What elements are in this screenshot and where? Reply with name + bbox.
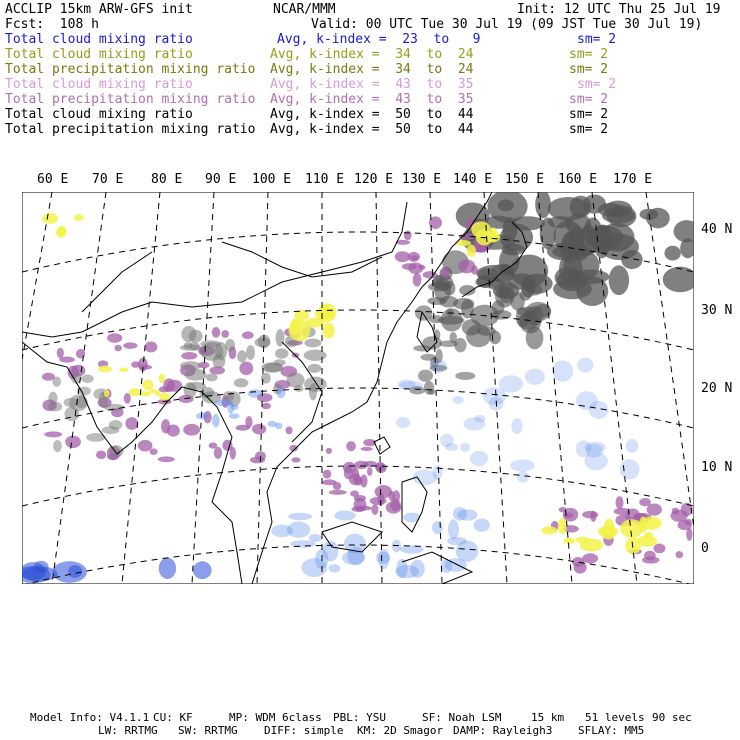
- mid-cloud-patch: [142, 380, 153, 391]
- low-cloud-streak: [445, 443, 458, 451]
- mid-cloud-patch: [119, 367, 128, 372]
- high-cloud-patch: [236, 425, 250, 431]
- high-cloud-patch: [413, 273, 422, 287]
- model-info-item: 51 levels: [585, 711, 645, 724]
- low-cloud-streak: [196, 413, 209, 420]
- low-cloud-streak: [626, 439, 639, 453]
- low-cloud-streak: [499, 375, 523, 392]
- longitude-label: 80 E: [151, 172, 183, 187]
- high-cloud-patch: [404, 230, 412, 240]
- mid-cloud-patch: [159, 373, 165, 383]
- cloud-top-region: [264, 362, 282, 372]
- low-cloud-streak: [212, 414, 219, 428]
- model-info-item: DAMP: Rayleigh3: [453, 724, 553, 737]
- low-cloud-streak: [430, 359, 448, 373]
- mid-cloud-patch: [155, 390, 160, 396]
- low-cloud-streak: [432, 521, 443, 534]
- latitude-label: 10 N: [701, 460, 733, 475]
- legend-avg: Avg, k-index = 43 to 35: [270, 77, 474, 92]
- cloud-top-region: [234, 378, 249, 387]
- cloud-top-region: [225, 339, 235, 352]
- low-cloud-streak: [517, 471, 529, 482]
- legend-smoothing: sm= 2: [577, 32, 617, 47]
- low-cloud-streak: [52, 561, 87, 583]
- mid-cloud-patch: [467, 245, 476, 257]
- high-cloud-patch: [392, 490, 400, 502]
- high-cloud-patch: [326, 448, 332, 454]
- high-cloud-patch: [349, 473, 361, 485]
- model-info-item: SFLAY: MM5: [578, 724, 645, 737]
- model-info-item: Model Info: V4.1.1: [30, 711, 150, 724]
- cloud-top-region: [109, 420, 123, 430]
- low-cloud-streak: [159, 558, 176, 579]
- high-cloud-patch: [214, 447, 222, 459]
- low-cloud-streak: [231, 405, 239, 410]
- mid-cloud-patch: [129, 388, 141, 396]
- legend-smoothing: sm= 2: [569, 47, 609, 62]
- legend-smoothing: sm= 2: [569, 107, 609, 122]
- high-cloud-patch: [375, 485, 392, 498]
- legend-smoothing: sm= 2: [569, 122, 609, 137]
- mid-cloud-patch: [471, 221, 491, 237]
- low-cloud-streak: [328, 564, 340, 573]
- cloud-top-region: [439, 340, 458, 347]
- longitude-label: 120 E: [354, 172, 394, 187]
- cloud-top-region: [206, 374, 218, 382]
- high-cloud-patch: [212, 327, 220, 338]
- low-cloud-streak: [290, 540, 316, 547]
- high-cloud-patch: [252, 424, 266, 435]
- legend-avg: Avg, k-index = 50 to 44: [270, 122, 474, 137]
- high-cloud-patch: [440, 267, 449, 277]
- high-cloud-patch: [44, 431, 62, 437]
- cloud-top-region: [415, 305, 432, 320]
- high-cloud-patch: [239, 361, 253, 375]
- high-cloud-patch: [123, 342, 137, 348]
- init-time: Init: 12 UTC Thu 25 Jul 19: [517, 2, 721, 17]
- high-cloud-patch: [582, 511, 598, 518]
- high-cloud-patch: [139, 365, 152, 370]
- latitude-label: 30 N: [701, 303, 733, 318]
- cloud-top-region: [440, 296, 458, 308]
- high-cloud-patch: [471, 265, 478, 274]
- longitude-label: 110 E: [305, 172, 345, 187]
- low-cloud-streak: [511, 418, 522, 434]
- cloud-top-region: [443, 281, 455, 296]
- low-cloud-streak: [474, 519, 490, 532]
- mid-cloud-patch: [318, 303, 336, 322]
- mid-cloud-patch: [323, 322, 335, 338]
- model-info-item: KM: 2D Smagor: [357, 724, 444, 737]
- cloud-top-region: [548, 216, 573, 228]
- longitude-label: 130 E: [402, 172, 442, 187]
- cloud-top-region: [489, 331, 501, 345]
- legend-smoothing: sm= 2: [577, 77, 617, 92]
- cloud-top-region: [495, 286, 514, 308]
- high-cloud-patch: [291, 457, 300, 462]
- low-cloud-streak: [510, 459, 534, 471]
- organization: NCAR/MMM: [273, 2, 336, 17]
- high-cloud-patch: [107, 333, 122, 343]
- latitude-label: 40 N: [701, 222, 733, 237]
- model-title: ACCLIP 15km ARW-GFS init: [5, 2, 193, 17]
- legend-row: [5, 122, 740, 137]
- legend-field-name: Total cloud mixing ratio: [5, 77, 193, 92]
- mid-cloud-patch: [637, 536, 658, 547]
- high-cloud-patch: [361, 447, 373, 451]
- legend-avg: Avg, k-index = 23 to 9: [277, 32, 481, 47]
- low-cloud-streak: [396, 417, 410, 428]
- mid-cloud-patch: [42, 213, 58, 224]
- high-cloud-patch: [183, 424, 200, 436]
- high-cloud-patch: [114, 345, 121, 352]
- low-cloud-streak: [287, 522, 310, 538]
- mid-cloud-patch: [580, 539, 603, 552]
- low-cloud-streak: [214, 400, 232, 406]
- longitude-label: 150 E: [505, 172, 545, 187]
- cloud-top-region: [552, 245, 591, 259]
- cloud-top-region: [180, 344, 203, 350]
- longitude-label: 70 E: [92, 172, 124, 187]
- high-cloud-patch: [615, 496, 623, 509]
- legend-row: [5, 62, 740, 77]
- high-cloud-patch: [96, 450, 106, 459]
- legend-field-name: Total precipitation mixing ratio: [5, 62, 256, 77]
- mid-cloud-patch: [56, 227, 66, 238]
- longitude-label: 90 E: [205, 172, 237, 187]
- high-cloud-patch: [125, 417, 138, 430]
- cloud-top-region: [462, 319, 481, 335]
- low-cloud-streak: [460, 443, 470, 452]
- cloud-top-region: [516, 308, 530, 328]
- high-cloud-patch: [59, 357, 75, 363]
- low-cloud-streak: [457, 509, 477, 520]
- mid-cloud-patch: [541, 526, 557, 534]
- cloud-top-region: [304, 339, 321, 348]
- cloud-top-region: [255, 337, 271, 347]
- cloud-top-region: [276, 329, 285, 347]
- cloud-top-region: [64, 407, 79, 422]
- high-cloud-patch: [386, 501, 402, 513]
- high-cloud-patch: [163, 378, 175, 392]
- cloud-top-region: [498, 200, 514, 212]
- low-cloud-streak: [433, 465, 443, 479]
- high-cloud-patch: [411, 255, 418, 260]
- high-cloud-patch: [65, 436, 81, 448]
- low-cloud-streak: [452, 396, 463, 404]
- cloud-top-region: [52, 377, 61, 387]
- cloud-top-region: [309, 383, 317, 400]
- longitude-label: 60 E: [37, 172, 69, 187]
- model-info-item: 90 sec: [652, 711, 692, 724]
- mid-cloud-patch: [74, 214, 84, 221]
- valid-time: Valid: 00 UTC Tue 30 Jul 19 (09 JST Tue 30 Jul 19): [311, 17, 703, 32]
- high-cloud-patch: [639, 498, 651, 506]
- cloud-top-region: [246, 345, 255, 360]
- legend-row: [5, 92, 740, 107]
- high-cloud-patch: [242, 331, 254, 339]
- cloud-top-region: [64, 398, 79, 407]
- high-cloud-patch: [376, 463, 387, 473]
- forecast-map: [22, 192, 694, 584]
- mid-cloud-patch: [160, 393, 170, 401]
- header-line-2: [5, 17, 740, 32]
- low-cloud-streak: [229, 413, 240, 418]
- cloud-top-region: [304, 350, 327, 361]
- longitude-label: 170 E: [613, 172, 653, 187]
- high-cloud-patch: [329, 490, 347, 495]
- high-cloud-patch: [285, 426, 292, 434]
- legend-field-name: Total cloud mixing ratio: [5, 107, 193, 122]
- mid-cloud-patch: [104, 390, 109, 398]
- high-cloud-patch: [343, 462, 356, 473]
- cloud-top-region: [286, 373, 304, 388]
- high-cloud-patch: [158, 456, 175, 462]
- high-cloud-patch: [144, 341, 157, 352]
- model-info-item: DIFF: simple: [264, 724, 344, 737]
- high-cloud-patch: [131, 361, 140, 367]
- legend-avg: Avg, k-index = 50 to 44: [270, 107, 474, 122]
- cloud-top-region: [527, 284, 542, 296]
- high-cloud-patch: [354, 461, 368, 469]
- low-cloud-streak: [277, 387, 286, 399]
- cloud-top-region: [609, 265, 629, 295]
- high-cloud-patch: [57, 348, 64, 358]
- longitude-label: 160 E: [558, 172, 598, 187]
- model-info-item: MP: WDM 6class: [229, 711, 322, 724]
- cloud-top-region: [275, 348, 289, 358]
- cloud-top-region: [180, 361, 201, 370]
- legend-smoothing: sm= 2: [569, 92, 609, 107]
- legend-field-name: Total precipitation mixing ratio: [5, 122, 256, 137]
- high-cloud-patch: [653, 544, 665, 554]
- header-line-1: [5, 2, 740, 17]
- high-cloud-patch: [322, 479, 336, 485]
- high-cloud-patch: [124, 393, 131, 404]
- legend-row: [5, 107, 740, 122]
- low-cloud-streak: [288, 513, 312, 521]
- low-cloud-streak: [193, 561, 212, 579]
- high-cloud-patch: [367, 467, 372, 476]
- low-cloud-streak: [463, 417, 485, 430]
- low-cloud-streak: [552, 360, 573, 381]
- legend-avg: Avg, k-index = 43 to 35: [270, 92, 474, 107]
- high-cloud-patch: [346, 441, 356, 451]
- legend-row: [5, 32, 740, 47]
- legend-avg: Avg, k-index = 34 to 24: [270, 47, 474, 62]
- high-cloud-patch: [138, 440, 153, 452]
- model-info-item: 15 km: [531, 711, 565, 724]
- legend-field-name: Total precipitation mixing ratio: [5, 92, 256, 107]
- low-cloud-streak: [456, 541, 479, 562]
- cloud-top-region: [421, 354, 437, 361]
- cloud-top-region: [308, 364, 322, 373]
- legend-smoothing: sm= 2: [569, 62, 609, 77]
- mid-cloud-patch: [598, 526, 619, 537]
- longitude-label: 140 E: [453, 172, 493, 187]
- cloud-top-region: [294, 385, 303, 392]
- low-cloud-streak: [620, 459, 640, 479]
- cloud-top-region: [602, 208, 635, 223]
- low-cloud-streak: [470, 451, 488, 466]
- cloud-top-region: [53, 440, 62, 452]
- latitude-label: 0: [701, 541, 709, 556]
- low-cloud-streak: [525, 369, 545, 385]
- low-cloud-streak: [395, 565, 419, 578]
- low-cloud-streak: [586, 444, 603, 458]
- high-cloud-patch: [261, 403, 271, 409]
- legend-avg: Avg, k-index = 34 to 24: [270, 62, 474, 77]
- model-info-item: SF: Noah LSM: [422, 711, 502, 724]
- high-cloud-patch: [644, 551, 656, 561]
- high-cloud-patch: [161, 419, 170, 433]
- model-info-item: LW: RRTMG: [98, 724, 158, 737]
- high-cloud-patch: [371, 504, 378, 515]
- model-info-item: SW: RRTMG: [178, 724, 238, 737]
- high-cloud-patch: [675, 551, 683, 558]
- low-cloud-streak: [248, 389, 263, 398]
- cloud-top-region: [237, 350, 247, 362]
- mid-cloud-patch: [290, 318, 301, 334]
- cloud-top-region: [81, 375, 93, 383]
- cloud-top-region: [600, 223, 635, 252]
- forecast-hour: Fcst: 108 h: [5, 17, 99, 32]
- low-cloud-streak: [267, 421, 276, 427]
- high-cloud-patch: [323, 470, 332, 479]
- high-cloud-patch: [582, 553, 598, 563]
- model-info-item: PBL: YSU: [333, 711, 386, 724]
- high-cloud-patch: [221, 330, 229, 338]
- high-cloud-patch: [402, 263, 417, 270]
- cloud-top-region: [664, 246, 680, 261]
- cloud-top-region: [418, 370, 433, 382]
- high-cloud-patch: [181, 352, 197, 360]
- high-cloud-patch: [678, 520, 692, 530]
- mid-cloud-patch: [563, 538, 575, 544]
- legend-field-name: Total cloud mixing ratio: [5, 32, 193, 47]
- latitude-label: 20 N: [701, 381, 733, 396]
- legend-row: [5, 77, 740, 92]
- low-cloud-streak: [376, 552, 390, 564]
- cloud-top-region: [502, 217, 517, 242]
- mid-cloud-patch: [558, 518, 567, 534]
- cloud-top-region: [189, 330, 203, 343]
- cloud-top-region: [48, 402, 62, 412]
- legend-row: [5, 47, 740, 62]
- high-cloud-patch: [150, 448, 158, 455]
- high-cloud-patch: [351, 506, 365, 512]
- low-cloud-streak: [309, 534, 322, 542]
- high-cloud-patch: [672, 508, 679, 515]
- model-info-item: CU: KF: [153, 711, 193, 724]
- low-cloud-streak: [448, 519, 459, 539]
- low-cloud-streak: [577, 358, 593, 373]
- mid-cloud-patch: [98, 366, 112, 373]
- high-cloud-patch: [230, 447, 236, 460]
- legend-field-name: Total cloud mixing ratio: [5, 47, 193, 62]
- cloud-top-region: [455, 372, 475, 380]
- low-cloud-streak: [334, 510, 355, 520]
- longitude-label: 100 E: [252, 172, 292, 187]
